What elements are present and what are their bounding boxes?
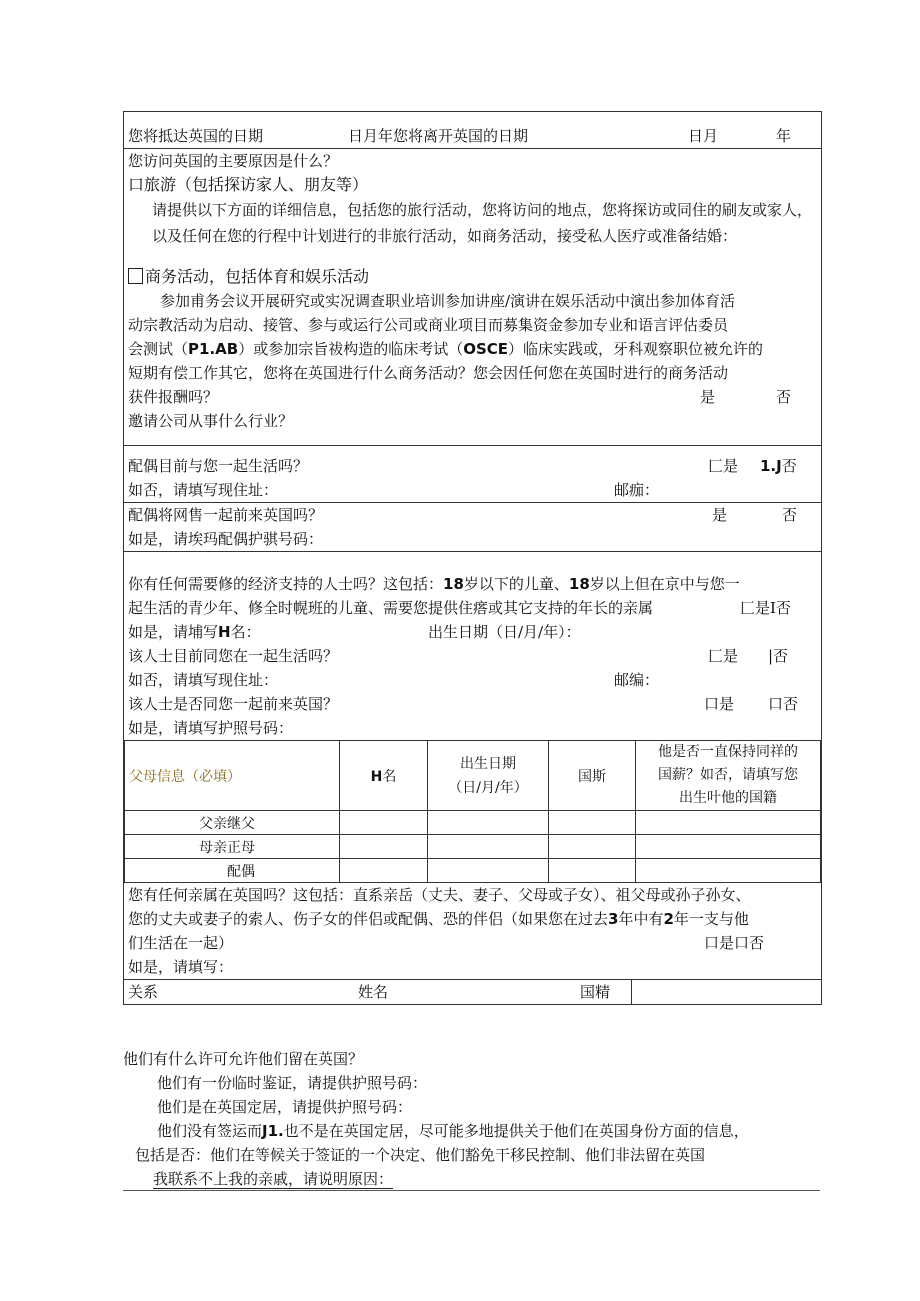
business-detail-line-4: 短期有偿工作其它，您将在英国进行什么商务活动？您会因任何您在英国时进行的商务活动: [128, 364, 729, 382]
dob-col-header: 出生日期 （日/月/年）: [428, 741, 549, 811]
relatives-question-line-3: 们生活在一起） 口是口否: [128, 931, 817, 955]
business-checkbox[interactable]: [128, 268, 143, 284]
dependants-question-line-2: 起生活的青少年、修全时幌班的儿童、需要您提供住瘩或其它支持的年长的亲属 匚是I否: [128, 596, 817, 620]
spouse-coming-section: [124, 503, 821, 552]
no-contact-option[interactable]: 我联系不上我的亲戚，请说明原因：: [153, 1170, 394, 1188]
dependant-passport-label: 如是，请填写护照号码：: [128, 719, 294, 737]
paid-yes-option[interactable]: 是: [700, 388, 716, 406]
spouse-living-question: 配偶目前与您一起生活吗？: [128, 457, 309, 475]
name-col-header: H名: [340, 741, 428, 811]
arrive-date-label: 您将抵达英国的日期: [128, 127, 264, 145]
spouse-row-label: 配偶: [125, 859, 340, 883]
business-option-line: [128, 265, 817, 289]
dates-section: [124, 112, 821, 149]
dependant-name-label: 如是，请埔写H名：: [128, 623, 261, 641]
dependant-postcode-label: 邮编：: [614, 671, 660, 689]
business-detail-line-2: 动宗教活动为启动、接管、参与或运行公司或商业项目而募集资金参加专业和语言评估委员: [128, 316, 729, 334]
father-same-nat-cell[interactable]: [636, 811, 821, 835]
leave-date-label: 日月年您将离开英国的日期: [348, 127, 529, 145]
dates-line: [128, 124, 817, 148]
dependant-address-line: [128, 668, 817, 692]
spouse-living-yes[interactable]: 匚是: [708, 457, 739, 475]
relative-name-label: 姓名: [358, 983, 389, 1001]
temp-visa-option[interactable]: 他们有一份临时鉴证，请提供护照号码：: [157, 1074, 428, 1092]
parents-title: 父母信息（必填）: [125, 741, 340, 811]
visa-form: [123, 111, 822, 1005]
permission-question: 他们有什么许可允许他们留在英国？: [123, 1050, 364, 1068]
spouse-coming-no[interactable]: 否: [782, 506, 798, 524]
spouse-name-cell[interactable]: [340, 859, 428, 883]
dependant-living-yes[interactable]: 匚是: [708, 647, 739, 665]
spouse-dob-cell[interactable]: [428, 859, 549, 883]
dependants-yes-no[interactable]: 匚是I否: [740, 599, 791, 617]
relatives-question-line-1: 您有任何亲属在英国吗？这包括：直系亲岳（丈夫、妻子、父母或子女）、祖父母或孙子孙女、: [128, 886, 751, 904]
business-detail-line-3: 会测试（P1.AB）或参加宗旨祓构造的临床考试（OSCE）临床实践或，牙科观察职位被允许的: [128, 340, 764, 358]
osce-code: OSCE: [463, 340, 509, 358]
father-row-label: 父亲继父: [125, 811, 340, 835]
dependant-living-line: [128, 644, 817, 668]
relative-nationality-field[interactable]: [631, 980, 632, 1004]
spouse-living-line: [128, 454, 817, 478]
mother-same-nat-cell[interactable]: [636, 835, 821, 859]
tourism-option[interactable]: 口旅游（包括探访家人、朋友等）: [128, 175, 369, 194]
tourism-detail: 请提供以下方面的详细信息，包括您的旅行活动，您将访问的地点，您将探访或同住的刷友或家人，以及任何在您的行程中计划进行的非旅行活动，如商务活动，接受私人医疗或准备结婚：: [152, 201, 813, 245]
settled-option[interactable]: 他们是在英国定居，请提供护照号码：: [157, 1098, 413, 1116]
dependant-living-no[interactable]: |否: [768, 647, 789, 665]
industry-question: 邀请公司从事什么行业？: [128, 412, 294, 430]
relatives-fields-row: [124, 980, 821, 1005]
spouse-passport-label: 如是，请埃玛配偶护骐号码：: [128, 530, 324, 548]
dependant-coming-no[interactable]: 口否: [768, 695, 799, 713]
table-row: [125, 835, 821, 859]
dependant-name-line: [128, 620, 817, 644]
dependant-coming-yes[interactable]: 口是: [704, 695, 735, 713]
spouse-coming-line: [128, 503, 817, 527]
spouse-living-no[interactable]: 1.J否: [760, 457, 797, 475]
dependant-coming-question: 该人士是否同您一起前来英国？: [128, 695, 339, 713]
same-nationality-col-header: 他是否一直保持同祥的 国薪？如否，请填写您 出生叶他的国籍: [636, 741, 821, 811]
reason-question: 您访问英国的主要原因是什么？: [128, 152, 339, 170]
dependant-coming-line: [128, 692, 817, 716]
bottom-divider: [123, 1190, 820, 1191]
relatives-section: [124, 883, 821, 980]
father-dob-cell[interactable]: [428, 811, 549, 835]
relative-nationality-label: 国精: [580, 983, 611, 1001]
father-name-cell[interactable]: [340, 811, 428, 835]
nationality-col-header: 国斯: [549, 741, 636, 811]
dependants-section: [124, 552, 821, 741]
spouse-address-line: [128, 478, 817, 502]
mother-name-cell[interactable]: [340, 835, 428, 859]
permission-section: [123, 1047, 820, 1191]
spouse-nationality-cell[interactable]: [549, 859, 636, 883]
relatives-fill-label: 如是，请填写：: [128, 958, 234, 976]
spouse-address-label: 如否，请填写现住址：: [128, 481, 279, 499]
reason-section: [124, 149, 821, 446]
neither-option[interactable]: 他们没有签运而J1.也不是在英国定居，尽可能多地提供关于他们在英国身份方面的信息，: [157, 1122, 749, 1140]
leave-year: 年: [776, 127, 792, 145]
business-option: 商务活动，包括体育和娱乐活动: [145, 267, 370, 286]
father-nationality-cell[interactable]: [549, 811, 636, 835]
spouse-coming-yes[interactable]: 是: [712, 506, 728, 524]
relation-label: 关系: [128, 983, 159, 1001]
dependant-address-label: 如否，请填写现住址：: [128, 671, 279, 689]
business-paid-line: 获件报酬吗？ 是 否: [128, 385, 817, 409]
dependant-living-question: 该人士目前同您在一起生活吗？: [128, 647, 339, 665]
parents-table: [124, 740, 821, 883]
dependant-dob-label: 出生日期（日/月/年）：: [428, 623, 581, 641]
relatives-question-line-2: 您的丈夫或妻子的索人、伤子女的伴侣或配偶、恐的伴侣（如果您在过去3年中有2年一支与他: [128, 910, 749, 928]
paid-no-option[interactable]: 否: [776, 388, 792, 406]
leave-day-month: 日月: [688, 127, 719, 145]
mother-dob-cell[interactable]: [428, 835, 549, 859]
business-detail-line-1: 参加甫务会议开展研究或实况调查职业培训参加讲座/演讲在娱乐活动中演出参加体育活: [160, 292, 736, 310]
table-row: [125, 811, 821, 835]
plab-code: P1.AB: [188, 340, 239, 358]
spouse-postcode-label: 邮痂：: [614, 481, 660, 499]
spouse-same-nat-cell[interactable]: [636, 859, 821, 883]
relatives-yes-no[interactable]: 口是口否: [704, 934, 765, 952]
dependants-question-line-1: 你有任何需要修的经济支持的人士吗？这包括：18岁以下的儿童、18岁以上但在京中与您一: [128, 575, 740, 593]
mother-nationality-cell[interactable]: [549, 835, 636, 859]
spouse-living-section: [124, 446, 821, 503]
status-includes: 包括是否：他们在等候关于签证的一个决定、他们豁免干移民控制、他们非法留在英国: [135, 1146, 706, 1164]
spouse-coming-question: 配偶将网售一起前来英国吗？: [128, 506, 324, 524]
mother-row-label: 母亲正母: [125, 835, 340, 859]
table-row: [125, 859, 821, 883]
parents-table-header: [125, 741, 821, 811]
